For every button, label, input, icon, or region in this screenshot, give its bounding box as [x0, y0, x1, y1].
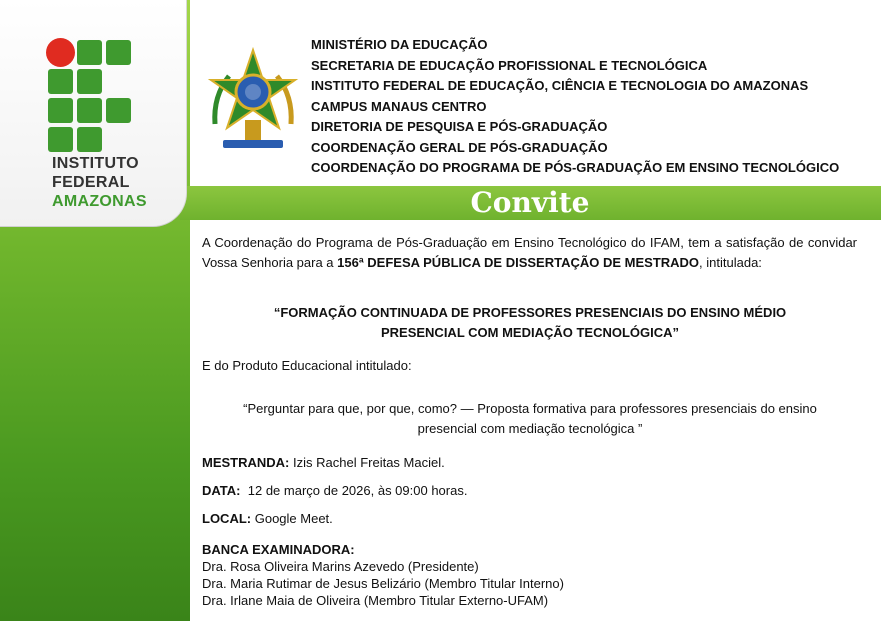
header-line: INSTITUTO FEDERAL DE EDUCAÇÃO, CIÊNCIA E TECNOLOGIA DO AMAZONAS — [311, 78, 809, 93]
intro-text-part1: A Coordenação do Programa de Pós-Graduação em Ensino Tecnológico do IFAM, tem a satisfação de convidar Vossa Senhoria para a — [202, 235, 857, 270]
local-value: Google Meet. — [254, 511, 333, 526]
local-label: LOCAL: — [202, 511, 252, 526]
banca-section — [202, 541, 564, 609]
product-title — [200, 399, 860, 439]
mestranda-label: MESTRANDA: — [202, 455, 290, 470]
invitation-title: Convite — [470, 186, 590, 219]
logo-text-instituto: INSTITUTO — [52, 155, 139, 172]
dissertation-title-line: PRESENCIAL COM MEDIAÇÃO TECNOLÓGICA” — [380, 325, 680, 340]
logo-text-amazonas: AMAZONAS — [52, 193, 147, 210]
header-line: CAMPUS MANAUS CENTRO — [311, 98, 487, 114]
intro-text-part2: , intitulada: — [699, 255, 762, 270]
data-label: DATA: — [202, 483, 241, 498]
intro-paragraph — [202, 233, 857, 273]
header-line: COORDENAÇÃO DO PROGRAMA DE PÓS-GRADUAÇÃO EM ENSINO TECNOLÓGICO — [311, 160, 840, 175]
banca-member: Dra. Irlane Maia de Oliveira (Membro Titular Externo-UFAM) — [202, 593, 549, 608]
dissertation-title — [210, 303, 850, 343]
banca-label: BANCA EXAMINADORA: — [202, 542, 355, 557]
product-label: E do Produto Educacional intitulado: — [202, 358, 412, 373]
banca-member: Dra. Rosa Oliveira Marins Azevedo (Presidente) — [202, 559, 479, 574]
header-line: SECRETARIA DE EDUCAÇÃO PROFISSIONAL E TECNOLÓGICA — [311, 57, 708, 73]
product-title-line: presencial com mediação tecnológica ” — [417, 421, 643, 436]
brazil-coat-of-arms-icon — [205, 46, 301, 154]
intro-text-bold: 156ª DEFESA PÚBLICA DE DISSERTAÇÃO DE MESTRADO — [337, 255, 700, 270]
mestranda-value: Izis Rachel Freitas Maciel. — [293, 455, 445, 470]
dissertation-title-line: “FORMAÇÃO CONTINUADA DE PROFESSORES PRESENCIAIS DO ENSINO MÉDIO — [273, 305, 787, 320]
local-field — [202, 509, 333, 529]
header-line: DIRETORIA DE PESQUISA E PÓS-GRADUAÇÃO — [311, 119, 608, 134]
logo-text-federal: FEDERAL — [52, 174, 130, 191]
header-line: MINISTÉRIO DA EDUCAÇÃO — [311, 37, 488, 52]
data-value: 12 de março de 2026, às 09:00 horas. — [247, 483, 468, 498]
institution-header — [311, 35, 839, 179]
mestranda-field — [202, 453, 445, 473]
data-field — [202, 481, 467, 501]
header-line: COORDENAÇÃO GERAL DE PÓS-GRADUAÇÃO — [311, 139, 608, 155]
banca-member: Dra. Maria Rutimar de Jesus Belizário (Membro Titular Interno) — [202, 576, 564, 591]
product-title-line: “Perguntar para que, por que, como? — Proposta formativa para professores presenciais do ensino — [243, 401, 817, 416]
